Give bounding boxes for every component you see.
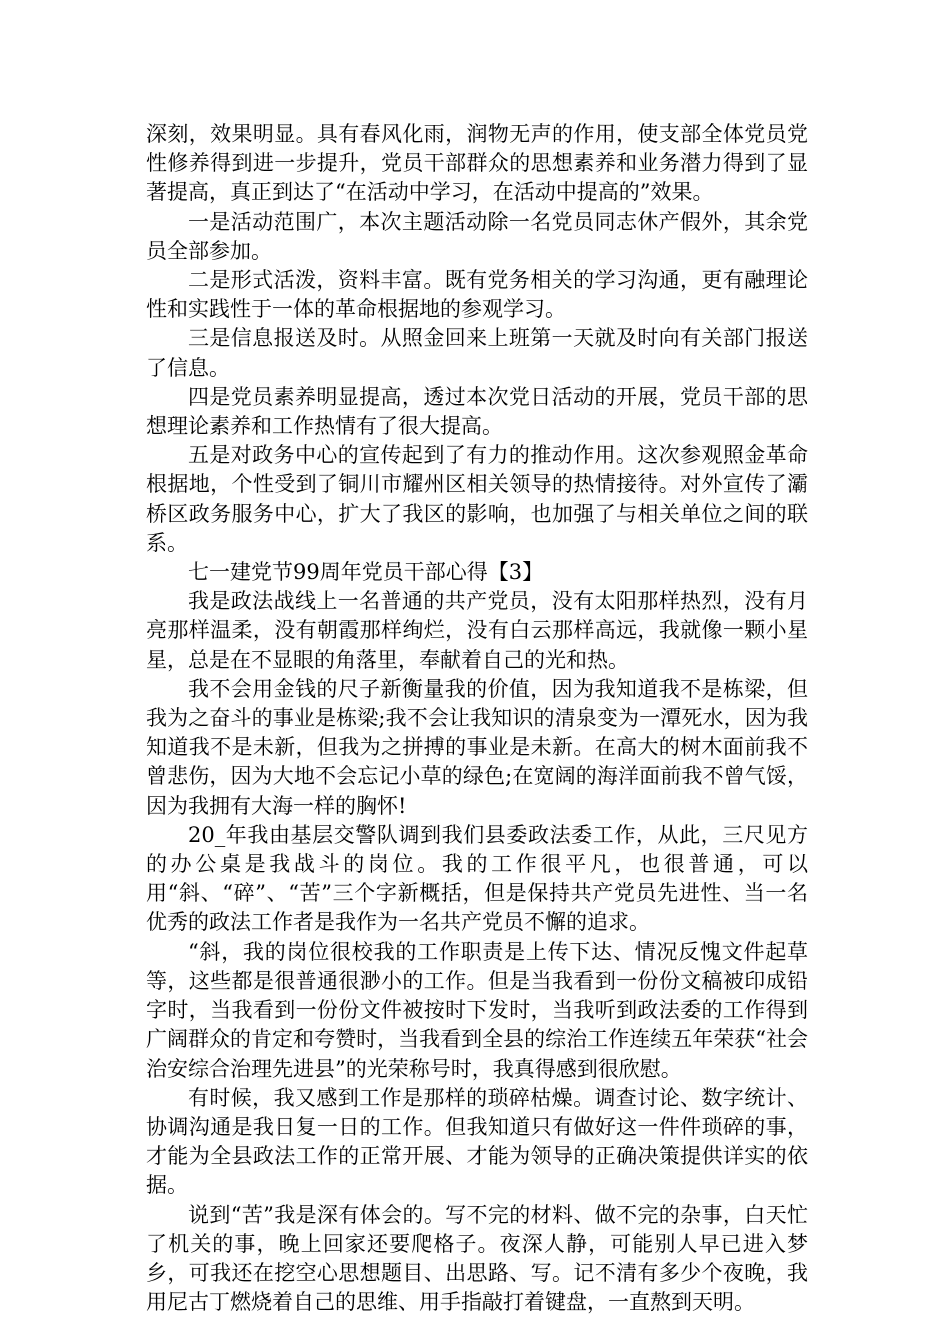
paragraph-8: 我不会用金钱的尺子新衡量我的价值，因为我知道我不是栋梁，但我为之奋斗的事业是栋梁;我不会让我知识的清泉变为一潭死水，因为我知道我不是未新，但我为之拼搏的事业是未新。在高大的树木面前我不曾悲伤，因为大地不会忘记小草的绿色;在宽阔的海洋面前我不曾气馁，因为我拥有大海一样的胸怀! bbox=[146, 676, 808, 818]
paragraph-2: 一是活动范围广，本次主题活动除一名党员同志休产假外，其余党员全部参加。 bbox=[146, 209, 808, 263]
paragraph-10: “斜，我的岗位很校我的工作职责是上传下达、情况反愧文件起草等，这些都是很普通很渺小的工作。但是当我看到一份份文稿被印成铅字时，当我看到一份份文件被按时下发时，当我听到政法委的工作得到广阔群众的肯定和夸赞时，当我看到全县的综治工作连续五年荣获“社会治安综合治理先进县”的光荣称号时，我真得感到很欣慰。 bbox=[146, 939, 808, 1081]
paragraph-4: 三是信息报送及时。从照金回来上班第一天就及时向有关部门报送了信息。 bbox=[146, 326, 808, 380]
section-heading: 七一建党节99周年党员干部心得【3】 bbox=[188, 560, 544, 585]
paragraph-1: 深刻，效果明显。具有春风化雨，润物无声的作用，使支部全体党员党性修养得到进一步提升，党员干部群众的思想素养和业务潜力得到了显著提高，真正到达了“在活动中学习，在活动中提高的”效果。 bbox=[146, 122, 808, 205]
paragraph-11: 有时候，我又感到工作是那样的琐碎枯燥。调查讨论、数字统计、协调沟通是我日复一日的工作。但我知道只有做好这一件件琐碎的事，才能为全县政法工作的正常开展、才能为领导的正确决策提供详实的依据。 bbox=[146, 1085, 808, 1198]
paragraph-3: 二是形式活泼，资料丰富。既有党务相关的学习沟通，更有融理论性和实践性于一体的革命根据地的参观学习。 bbox=[146, 268, 808, 322]
document-page bbox=[146, 120, 808, 1317]
paragraph-12: 说到“苦”我是深有体会的。写不完的材料、做不完的杂事，白天忙了机关的事，晚上回家还要爬格子。夜深人静，可能别人早已进入梦乡，可我还在挖空心思想题目、出思路、写。记不清有多少个夜晚，我用尼古丁燃烧着自己的思维、用手指敲打着键盘，一直熬到天明。 bbox=[146, 1202, 808, 1315]
paragraph-7: 我是政法战线上一名普通的共产党员，没有太阳那样热烈，没有月亮那样温柔，没有朝霞那样绚烂，没有白云那样高远，我就像一颗小星星，总是在不显眼的角落里，奉献着自己的光和热。 bbox=[146, 589, 808, 672]
paragraph-5: 四是党员素养明显提高，透过本次党日活动的开展，党员干部的思想理论素养和工作热情有了很大提高。 bbox=[146, 384, 808, 439]
paragraph-9: 20_年我由基层交警队调到我们县委政法委工作，从此，三尺见方的办公桌是我战斗的岗位。我的工作很平凡，也很普通，可以用“斜、“碎”、“苦”三个字新概括，但是保持共产党员先进性、当一名优秀的政法工作者是我作为一名共产党员不懈的追求。 bbox=[146, 822, 808, 935]
paragraph-6: 五是对政务中心的宣传起到了有力的推动作用。这次参观照金革命根据地，个性受到了铜川市耀州区相关领导的热情接待。对外宣传了灞桥区政务服务中心，扩大了我区的影响，也加强了与相关单位之间的联系。 bbox=[146, 443, 808, 555]
